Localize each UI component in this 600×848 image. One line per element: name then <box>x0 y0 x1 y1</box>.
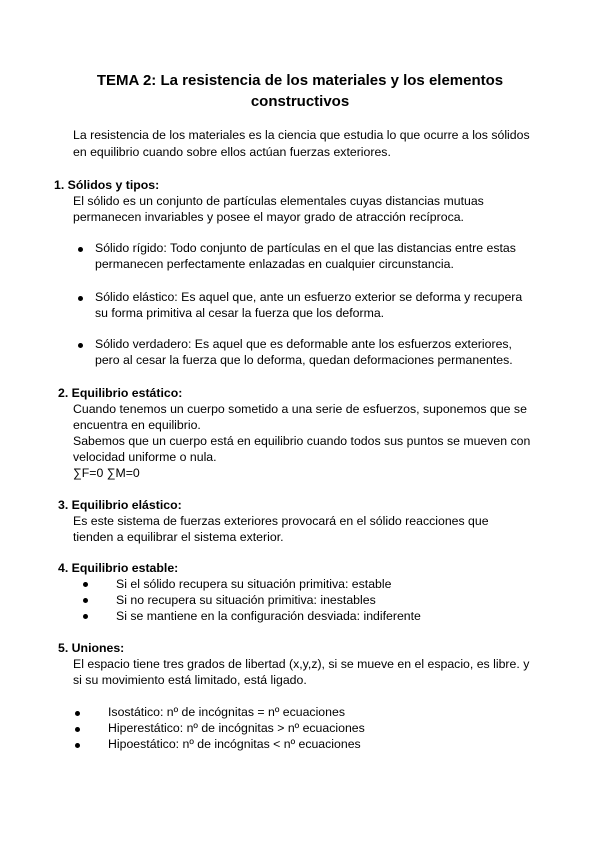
paragraph-line: encuentra en equilibrio. <box>73 418 201 432</box>
list-item: Sólido rígido: Todo conjunto de partículas en el que las distancias entre estas <box>95 241 516 255</box>
paragraph-line: permanecen invariables y posee el mayor grado de atracción recíproca. <box>73 210 464 224</box>
equation-line: ∑F=0 ∑M=0 <box>73 466 140 480</box>
bullet-icon <box>78 296 83 301</box>
bullet-icon <box>83 598 88 603</box>
section-heading-uniones: 5. Uniones: <box>58 641 125 655</box>
list-item: Si no recupera su situación primitiva: inestables <box>116 593 376 607</box>
list-item: Si se mantiene en la configuración desviada: indiferente <box>116 609 421 623</box>
bullet-icon <box>75 727 80 732</box>
paragraph-line: El sólido es un conjunto de partículas elementales cuyas distancias mutuas <box>73 194 484 208</box>
bullet-icon <box>75 743 80 748</box>
section-heading-equilibrio-estatico: 2. Equilibrio estático: <box>58 386 183 400</box>
paragraph-line: Cuando tenemos un cuerpo sometido a una serie de esfuerzos, suponemos que se <box>73 402 527 416</box>
section-heading-equilibrio-estable: 4. Equilibrio estable: <box>58 561 179 575</box>
bullet-icon <box>78 343 83 348</box>
list-item: Hiperestático: nº de incógnitas > nº ecuaciones <box>108 721 365 735</box>
bullet-icon <box>75 711 80 716</box>
list-item: Si el sólido recupera su situación primitiva: estable <box>116 577 392 591</box>
intro-line: en equilibrio cuando sobre ellos actúan fuerzas exteriores. <box>73 145 391 159</box>
intro-line: La resistencia de los materiales es la ciencia que estudia lo que ocurre a los sólidos <box>73 128 530 142</box>
list-item-continued: su forma primitiva al cesar la fuerza que los deforma. <box>95 306 385 320</box>
paragraph-line: El espacio tiene tres grados de libertad (x,y,z), si se mueve en el espacio, es libre. y <box>73 657 530 671</box>
list-item-continued: permanecen perfectamente enlazadas en cualquier circunstancia. <box>95 257 454 271</box>
section-heading-equilibrio-elastico: 3. Equilibrio elástico: <box>58 498 182 512</box>
page-title: TEMA 2: La resistencia de los materiales y los elementos <box>96 72 504 89</box>
list-item: Isostático: nº de incógnitas = nº ecuaciones <box>108 705 345 719</box>
page-title-continued: constructivos <box>250 93 350 110</box>
paragraph-line: si su movimiento está limitado, está ligado. <box>73 673 307 687</box>
list-item-continued: pero al cesar la fuerza que lo deforma, quedan deformaciones permanentes. <box>95 353 513 367</box>
list-item: Sólido elástico: Es aquel que, ante un esfuerzo exterior se deforma y recupera <box>95 290 523 304</box>
bullet-icon <box>83 614 88 619</box>
paragraph-line: tienden a equilibrar el sistema exterior. <box>73 530 284 544</box>
paragraph-line: Es este sistema de fuerzas exteriores provocará en el sólido reacciones que <box>73 514 489 528</box>
list-item: Hipoestático: nº de incógnitas < nº ecuaciones <box>108 737 361 751</box>
list-item: Sólido verdadero: Es aquel que es deformable ante los esfuerzos exteriores, <box>95 337 512 351</box>
paragraph-line: velocidad uniforme o nula. <box>73 450 217 464</box>
bullet-icon <box>78 247 83 252</box>
bullet-icon <box>83 582 88 587</box>
section-heading-solidos: 1. Sólidos y tipos: <box>54 178 160 192</box>
paragraph-line: Sabemos que un cuerpo está en equilibrio cuando todos sus puntos se mueven con <box>73 434 531 448</box>
